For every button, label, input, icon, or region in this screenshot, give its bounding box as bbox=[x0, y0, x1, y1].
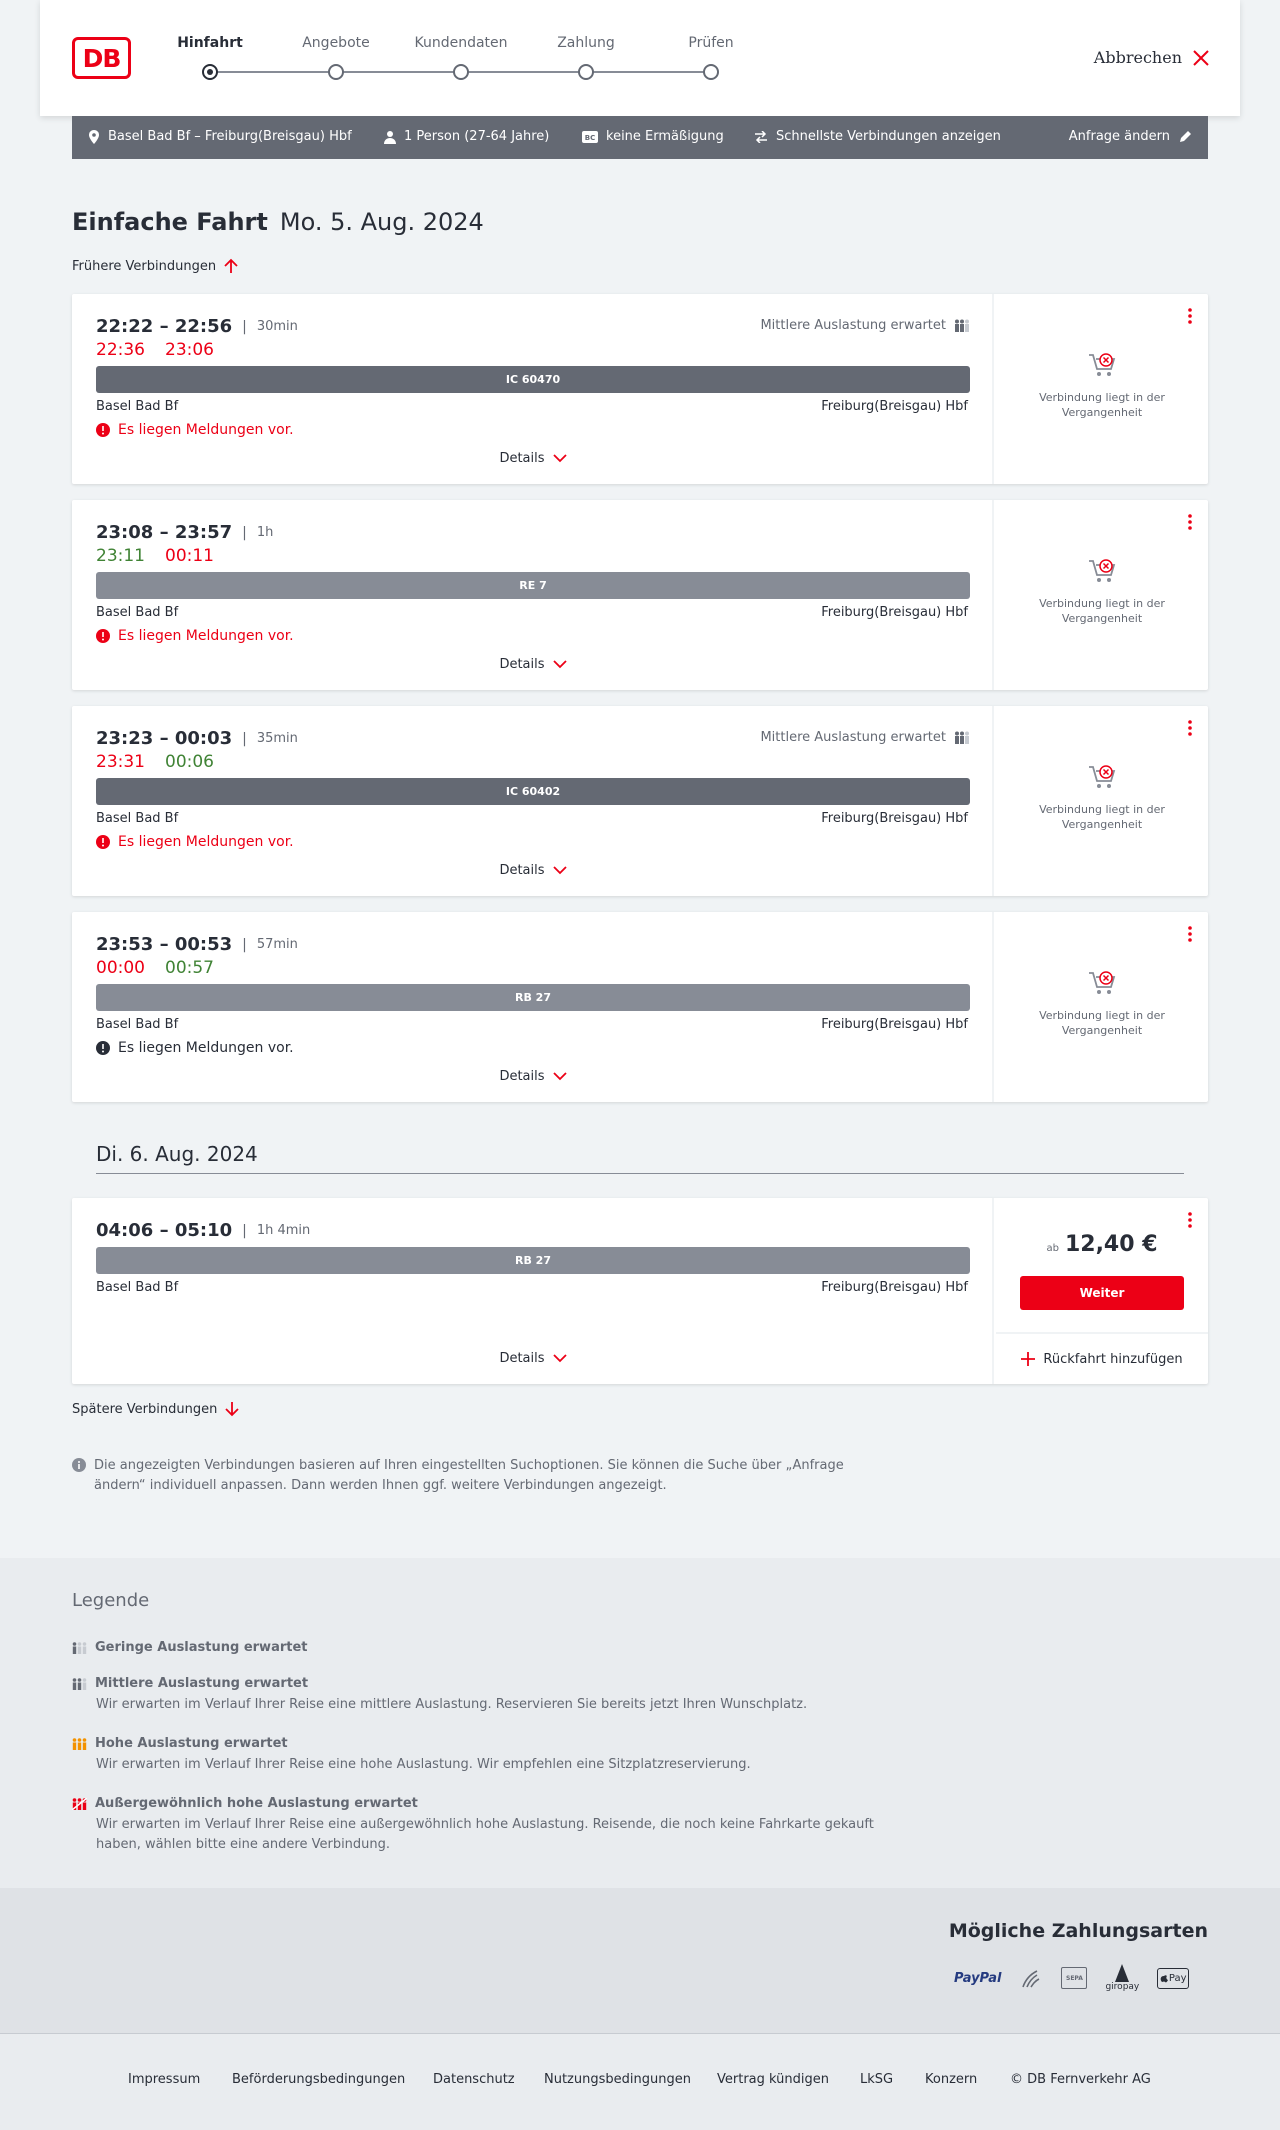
details-label: Details bbox=[499, 863, 545, 878]
later-label: Spätere Verbindungen bbox=[72, 1401, 218, 1417]
realtime-arrival: 00:57 bbox=[165, 958, 214, 978]
occupancy-icon bbox=[72, 1738, 87, 1750]
edit-search-button[interactable] bbox=[1069, 129, 1192, 144]
past-notice-text: Verbindung liegt in der Vergangenheit bbox=[1039, 803, 1165, 831]
legend-item bbox=[72, 1676, 892, 1715]
trip-date: Mo. 5. Aug. 2024 bbox=[279, 208, 484, 236]
cancel-label: Abbrechen bbox=[1093, 48, 1182, 67]
past-notice-text: Verbindung liegt in der Vergangenheit bbox=[1039, 391, 1165, 419]
alert-icon bbox=[96, 629, 110, 643]
details-label: Details bbox=[499, 1069, 545, 1084]
connection-card[interactable] bbox=[72, 706, 1208, 896]
more-options-icon[interactable] bbox=[1188, 926, 1192, 942]
cart-unavailable-icon bbox=[1088, 764, 1116, 790]
details-label: Details bbox=[499, 657, 545, 672]
details-toggle[interactable] bbox=[72, 1069, 994, 1084]
alert-icon bbox=[96, 1041, 110, 1055]
occupancy-info bbox=[760, 318, 970, 333]
connection-info[interactable] bbox=[72, 500, 994, 690]
legend-title: Legende bbox=[72, 1590, 150, 1611]
destination-station: Freiburg(Breisgau) Hbf bbox=[821, 1017, 968, 1032]
step-dot-3[interactable] bbox=[578, 64, 594, 80]
time-range: 23:23 – 00:03 bbox=[96, 728, 233, 749]
footer-link: © DB Fernverkehr AG bbox=[1010, 2072, 1151, 2087]
discount-text: keine Ermäßigung bbox=[606, 129, 724, 144]
details-toggle[interactable] bbox=[72, 451, 994, 466]
alert-icon bbox=[96, 835, 110, 849]
message-text: Es liegen Meldungen vor. bbox=[118, 834, 294, 850]
separator: | bbox=[242, 524, 247, 541]
earlier-label: Frühere Verbindungen bbox=[72, 258, 217, 274]
footer-link[interactable]: Konzern bbox=[925, 2072, 978, 2087]
occupancy-icon bbox=[72, 1798, 87, 1810]
alert-icon bbox=[96, 423, 110, 437]
chevron-down-icon bbox=[553, 1072, 567, 1081]
realtime-arrival: 00:11 bbox=[165, 546, 214, 566]
realtime-departure: 22:36 bbox=[96, 340, 145, 360]
apple-pay-icon bbox=[1157, 1968, 1189, 1989]
destination-station: Freiburg(Breisgau) Hbf bbox=[821, 1280, 968, 1295]
planned-times bbox=[96, 728, 298, 749]
offer-panel bbox=[996, 294, 1208, 484]
step-dot-1[interactable] bbox=[328, 64, 344, 80]
past-notice-text: Verbindung liegt in der Vergangenheit bbox=[1039, 1009, 1165, 1037]
arrow-up-icon bbox=[224, 258, 238, 274]
add-return-label: Rückfahrt hinzufügen bbox=[1043, 1351, 1183, 1367]
past-connection-notice bbox=[996, 558, 1208, 626]
origin-station: Basel Bad Bf bbox=[96, 1017, 179, 1032]
trip-type: Einfache Fahrt bbox=[72, 208, 268, 236]
step-label-1: Angebote bbox=[302, 35, 370, 51]
swap-arrows-icon bbox=[754, 131, 768, 143]
footer-link[interactable]: Datenschutz bbox=[433, 2072, 515, 2087]
chevron-down-icon bbox=[553, 1354, 567, 1363]
duration: 1h 4min bbox=[256, 1223, 311, 1238]
paypal-icon: PayPal bbox=[954, 1970, 1002, 1986]
separator: | bbox=[242, 936, 247, 953]
route-text: Basel Bad Bf – Freiburg(Breisgau) Hbf bbox=[108, 129, 352, 144]
realtime-times bbox=[96, 546, 214, 566]
planned-times bbox=[96, 1220, 310, 1241]
realtime-arrival: 23:06 bbox=[165, 340, 214, 360]
legend-heading: Geringe Auslastung erwartet bbox=[95, 1640, 308, 1655]
later-connections-link[interactable] bbox=[72, 1401, 239, 1417]
train-bar: RE 7 bbox=[96, 572, 970, 599]
origin-station: Basel Bad Bf bbox=[96, 811, 179, 826]
realtime-departure: 23:31 bbox=[96, 752, 145, 772]
giropay-label: giropay bbox=[1105, 1982, 1140, 1992]
occupancy-label: Mittlere Auslastung erwartet bbox=[760, 730, 946, 745]
connection-card[interactable] bbox=[72, 294, 1208, 484]
step-label-0: Hinfahrt bbox=[177, 35, 243, 51]
chevron-down-icon bbox=[553, 660, 567, 669]
connection-info[interactable] bbox=[72, 912, 994, 1102]
footer-link[interactable]: Nutzungsbedingungen bbox=[544, 2072, 691, 2087]
connection-info[interactable] bbox=[72, 706, 994, 896]
details-toggle[interactable] bbox=[72, 657, 994, 672]
realtime-times bbox=[96, 958, 214, 978]
step-dot-4[interactable] bbox=[703, 64, 719, 80]
separator: | bbox=[242, 730, 247, 747]
apple-pay-label: Pay bbox=[1168, 1972, 1187, 1984]
progress-header bbox=[40, 0, 1240, 116]
price bbox=[996, 1232, 1208, 1257]
date-divider bbox=[96, 1173, 1184, 1174]
past-connection-notice bbox=[996, 764, 1208, 832]
offer-panel bbox=[996, 500, 1208, 690]
chevron-down-icon bbox=[553, 454, 567, 463]
footer bbox=[0, 2033, 1280, 2130]
bahncard-icon bbox=[582, 131, 598, 143]
connection-info[interactable] bbox=[72, 1198, 994, 1384]
past-connection-notice bbox=[996, 352, 1208, 420]
more-options-icon[interactable] bbox=[1188, 720, 1192, 736]
cart-unavailable-icon bbox=[1088, 970, 1116, 996]
time-range: 23:08 – 23:57 bbox=[96, 522, 233, 543]
disruption-message[interactable] bbox=[96, 834, 294, 850]
details-toggle[interactable] bbox=[72, 863, 994, 878]
edit-search-label: Anfrage ändern bbox=[1068, 129, 1170, 144]
destination-station: Freiburg(Breisgau) Hbf bbox=[821, 811, 968, 826]
duration: 35min bbox=[256, 731, 298, 746]
realtime-times bbox=[96, 752, 214, 772]
time-range: 04:06 – 05:10 bbox=[96, 1220, 233, 1241]
connection-card-next-day[interactable] bbox=[72, 1198, 1208, 1384]
destination-station: Freiburg(Breisgau) Hbf bbox=[821, 605, 968, 620]
details-label: Details bbox=[499, 1351, 545, 1366]
legend-section bbox=[0, 1558, 1280, 1888]
person-icon bbox=[384, 130, 396, 144]
origin-station: Basel Bad Bf bbox=[96, 605, 179, 620]
close-icon bbox=[1192, 49, 1210, 67]
planned-times bbox=[96, 522, 273, 543]
cart-unavailable-icon bbox=[1088, 352, 1116, 378]
earlier-connections-link[interactable] bbox=[72, 258, 238, 274]
info-text: Die angezeigten Verbindungen basieren auf Ihren eingestellten Suchoptionen. Sie können die Suche über „Anfrage ändern“ individuell anpassen. Dann werden Ihnen ggf. weitere Verbindungen angezeigt. bbox=[94, 1458, 844, 1493]
legend-description: Wir erwarten im Verlauf Ihrer Reise eine mittlere Auslastung. Reservieren Sie bereits jetzt Ihren Wunschplatz. bbox=[96, 1697, 808, 1712]
arrow-down-icon bbox=[225, 1401, 239, 1417]
occupancy-medium-icon bbox=[954, 731, 970, 744]
train-bar: RB 27 bbox=[96, 984, 970, 1011]
price-value: 12,40 € bbox=[1064, 1232, 1158, 1257]
date-separator: Di. 6. Aug. 2024 bbox=[96, 1142, 258, 1166]
fastest-connections-toggle[interactable] bbox=[754, 129, 1001, 144]
legend-heading: Außergewöhnlich hohe Auslastung erwartet bbox=[95, 1796, 418, 1811]
payment-methods-section bbox=[0, 1888, 1280, 2033]
continue-button[interactable]: Weiter bbox=[1020, 1276, 1184, 1310]
step-label-4: Prüfen bbox=[688, 35, 734, 51]
offer-panel bbox=[996, 706, 1208, 896]
pencil-icon bbox=[1178, 130, 1192, 144]
train-bar: RB 27 bbox=[96, 1247, 970, 1274]
db-logo[interactable]: DB bbox=[72, 37, 131, 79]
time-range: 22:22 – 22:56 bbox=[96, 316, 233, 337]
planned-times bbox=[96, 934, 298, 955]
legend-item bbox=[72, 1640, 892, 1655]
legend-heading: Hohe Auslastung erwartet bbox=[95, 1736, 288, 1751]
realtime-departure: 00:00 bbox=[96, 958, 145, 978]
search-info-note bbox=[72, 1456, 852, 1496]
occupancy-info bbox=[760, 730, 970, 745]
realtime-times bbox=[96, 340, 214, 360]
legend-item bbox=[72, 1796, 892, 1855]
message-text: Es liegen Meldungen vor. bbox=[118, 628, 294, 644]
step-dot-0[interactable] bbox=[202, 64, 218, 80]
footer-link[interactable]: Vertrag kündigen bbox=[717, 2072, 829, 2087]
origin-station: Basel Bad Bf bbox=[96, 399, 179, 414]
price-panel bbox=[996, 1198, 1208, 1384]
message-text: Es liegen Meldungen vor. bbox=[118, 1040, 294, 1056]
train-bar: IC 60470 bbox=[96, 366, 970, 393]
card-swipe-icon bbox=[1019, 1967, 1043, 1989]
realtime-arrival: 00:06 bbox=[165, 752, 214, 772]
payment-icons bbox=[954, 1964, 1189, 1992]
legend-item bbox=[72, 1736, 892, 1775]
payment-title: Mögliche Zahlungsarten bbox=[948, 1920, 1208, 1942]
occupancy-icon bbox=[72, 1678, 87, 1690]
details-label: Details bbox=[499, 451, 545, 466]
cancel-button[interactable] bbox=[1094, 48, 1210, 67]
add-return-button[interactable] bbox=[996, 1332, 1208, 1384]
connection-card[interactable] bbox=[72, 912, 1208, 1102]
route-info bbox=[88, 129, 352, 144]
planned-times bbox=[96, 316, 298, 337]
past-connection-notice bbox=[996, 970, 1208, 1038]
connection-info[interactable] bbox=[72, 294, 994, 484]
chevron-down-icon bbox=[553, 866, 567, 875]
svg-text:BC: BC bbox=[584, 133, 596, 142]
occupancy-icon bbox=[72, 1642, 87, 1654]
disruption-message[interactable] bbox=[96, 422, 294, 438]
realtime-departure: 23:11 bbox=[96, 546, 145, 566]
sepa-icon: SEPA bbox=[1061, 1967, 1087, 1989]
discount-info bbox=[582, 129, 724, 144]
duration: 30min bbox=[256, 319, 298, 334]
footer-link[interactable]: Beförderungsbedingungen bbox=[232, 2072, 406, 2087]
duration: 1h bbox=[256, 525, 274, 540]
disruption-message[interactable] bbox=[96, 1040, 294, 1056]
fastest-text: Schnellste Verbindungen anzeigen bbox=[776, 129, 1001, 144]
step-dot-2[interactable] bbox=[453, 64, 469, 80]
passenger-text: 1 Person (27-64 Jahre) bbox=[404, 129, 550, 144]
more-options-icon[interactable] bbox=[1188, 514, 1192, 530]
page-title bbox=[72, 208, 484, 236]
more-options-icon[interactable] bbox=[1188, 308, 1192, 324]
legend-description: Wir erwarten im Verlauf Ihrer Reise eine hohe Auslastung. Wir empfehlen eine Sitzplatzreservierung. bbox=[96, 1757, 751, 1772]
offer-panel bbox=[996, 912, 1208, 1102]
duration: 57min bbox=[256, 937, 298, 952]
origin-station: Basel Bad Bf bbox=[96, 1280, 179, 1295]
step-label-2: Kundendaten bbox=[414, 35, 508, 51]
price-prefix: ab bbox=[1046, 1243, 1059, 1254]
time-range: 23:53 – 00:53 bbox=[96, 934, 233, 955]
more-options-icon[interactable] bbox=[1188, 1212, 1192, 1228]
legend-description: Wir erwarten im Verlauf Ihrer Reise eine außergewöhnlich hohe Auslastung. Reisende, die noch keine Fahrkarte gekauft haben, wählen bitte eine andere Verbindung. bbox=[96, 1817, 874, 1852]
search-summary-bar bbox=[72, 116, 1208, 159]
occupancy-medium-icon bbox=[954, 319, 970, 332]
separator: | bbox=[242, 1222, 247, 1239]
train-bar: IC 60402 bbox=[96, 778, 970, 805]
plus-icon bbox=[1021, 1352, 1035, 1366]
footer-link[interactable]: LkSG bbox=[860, 2072, 894, 2087]
separator: | bbox=[242, 318, 247, 335]
footer-link[interactable]: Impressum bbox=[128, 2072, 201, 2087]
cart-unavailable-icon bbox=[1088, 558, 1116, 584]
giropay-icon bbox=[1105, 1964, 1139, 1992]
occupancy-label: Mittlere Auslastung erwartet bbox=[760, 318, 946, 333]
disruption-message[interactable] bbox=[96, 628, 294, 644]
destination-station: Freiburg(Breisgau) Hbf bbox=[821, 399, 968, 414]
location-icon bbox=[88, 130, 100, 144]
message-text: Es liegen Meldungen vor. bbox=[118, 422, 294, 438]
details-toggle[interactable] bbox=[72, 1351, 994, 1366]
step-label-3: Zahlung bbox=[557, 35, 615, 51]
info-icon bbox=[72, 1458, 86, 1496]
connection-card[interactable] bbox=[72, 500, 1208, 690]
legend-heading: Mittlere Auslastung erwartet bbox=[95, 1676, 309, 1691]
passenger-info bbox=[384, 129, 549, 144]
past-notice-text: Verbindung liegt in der Vergangenheit bbox=[1039, 597, 1165, 625]
